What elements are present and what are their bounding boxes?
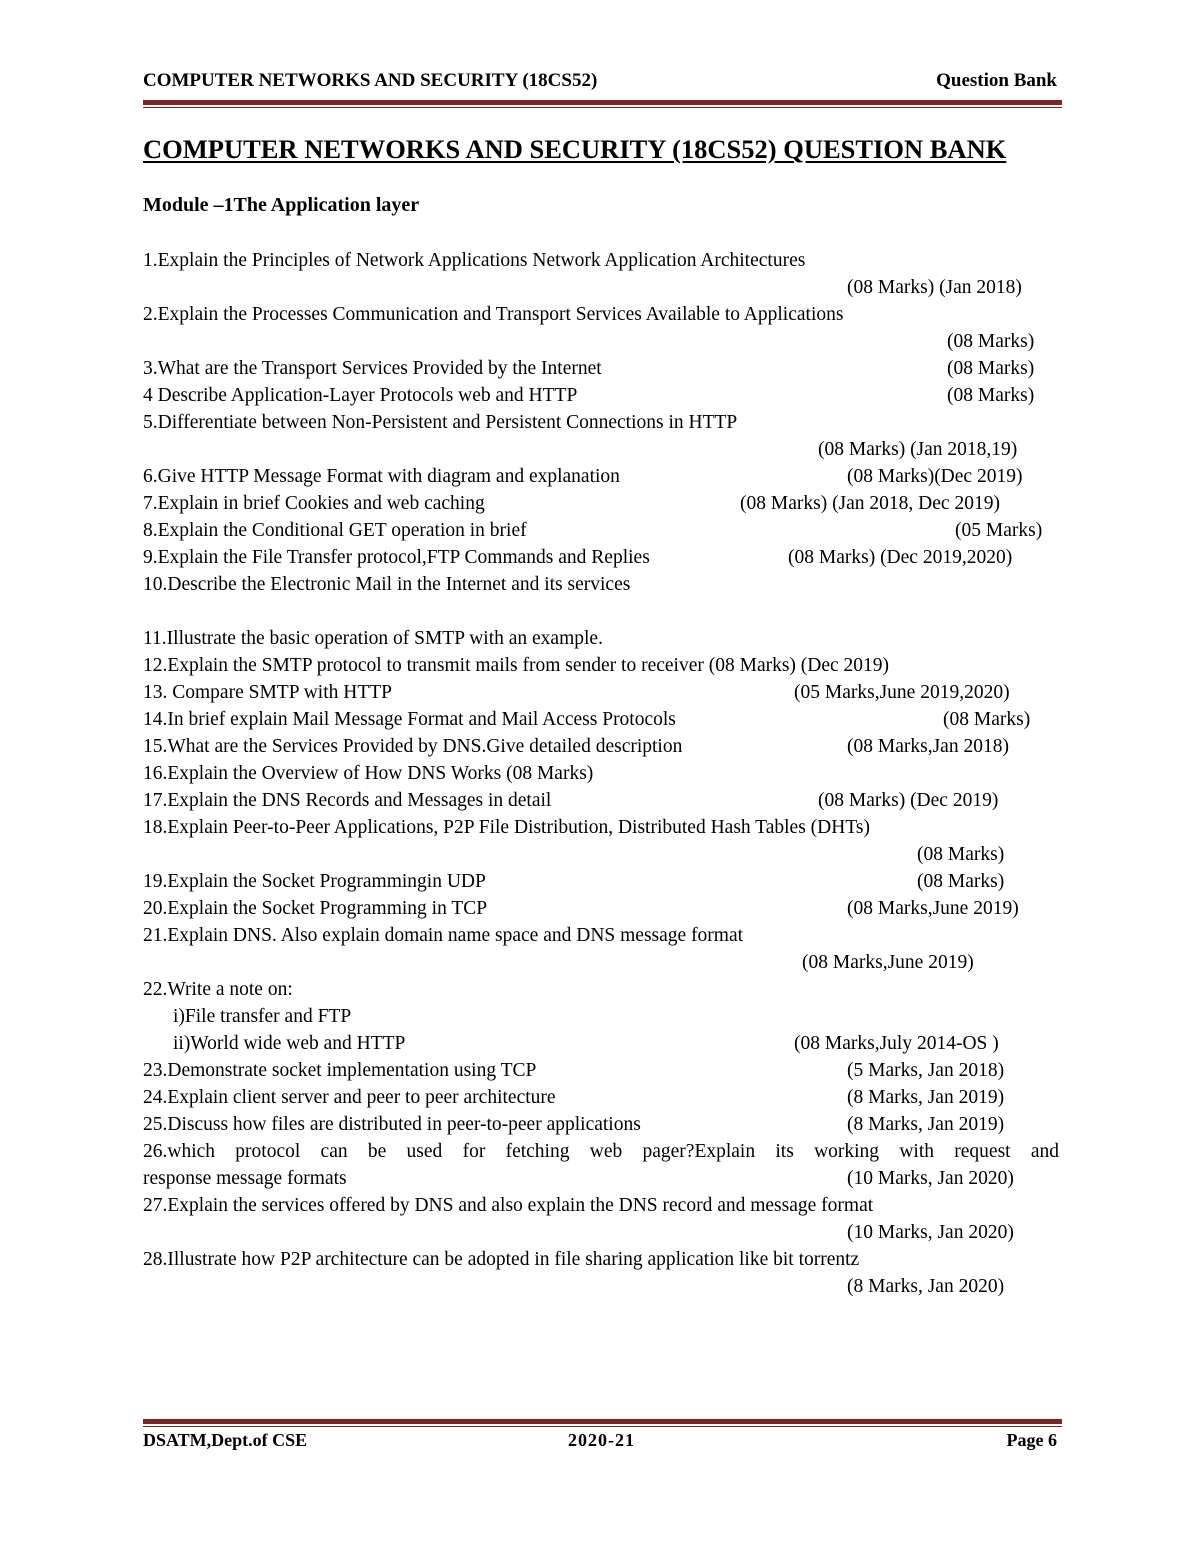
question-marks: (8 Marks, Jan 2019) [847, 1114, 1005, 1135]
page-header [143, 70, 1057, 98]
question-marks: (08 Marks) (Dec 2019) [818, 790, 999, 811]
question-line [143, 1246, 1059, 1273]
question-marks: (05 Marks) [955, 520, 1043, 541]
question-line [143, 787, 1059, 814]
question-marks: (08 Marks)(Dec 2019) [847, 466, 1023, 487]
question-text: 28.Illustrate how P2P architecture can be adopted in file sharing application like bit torrentz [143, 1249, 860, 1270]
question-marks: (08 Marks,June 2019) [802, 952, 974, 973]
question-line [143, 706, 1059, 733]
question-text: 24.Explain client server and peer to peer architecture [143, 1087, 556, 1108]
question-marks: (08 Marks) [917, 871, 1005, 892]
question-line [143, 625, 1059, 652]
question-line [143, 1165, 1059, 1192]
question-marks: (08 Marks) [943, 709, 1031, 730]
question-marks: (08 Marks) [947, 331, 1035, 352]
question-text: 5.Differentiate between Non-Persistent and Persistent Connections in HTTP [143, 412, 738, 433]
question-marks: (08 Marks) (Jan 2018) [847, 277, 1022, 298]
question-line [143, 922, 1059, 949]
question-text: 10.Describe the Electronic Mail in the Internet and its services [143, 574, 631, 595]
question-line [143, 1111, 1059, 1138]
question-marks: (10 Marks, Jan 2020) [847, 1168, 1014, 1189]
question-line [143, 1192, 1059, 1219]
question-text: 19.Explain the Socket Programmingin UDP [143, 871, 486, 892]
question-line [143, 1273, 1059, 1300]
question-line [143, 868, 1059, 895]
question-text: 21.Explain DNS. Also explain domain name space and DNS message format [143, 925, 744, 946]
footer-page-number: Page 6 [1006, 1430, 1057, 1450]
question-text: 3.What are the Transport Services Provided by the Internet [143, 358, 602, 379]
question-text: 16.Explain the Overview of How DNS Works (08 Marks) [143, 763, 594, 784]
question-marks: (08 Marks) [947, 385, 1035, 406]
question-text: 13. Compare SMTP with HTTP [143, 682, 392, 703]
question-line [143, 571, 1059, 598]
question-text: 17.Explain the DNS Records and Messages in detail [143, 790, 552, 811]
footer-academic-year: 2020-21 [568, 1430, 635, 1450]
question-marks: (08 Marks) [947, 358, 1035, 379]
question-line [143, 1030, 1059, 1057]
question-line [143, 976, 1059, 1003]
question-text: i)File transfer and FTP [173, 1006, 352, 1027]
question-line [143, 490, 1059, 517]
question-line [143, 1138, 1059, 1165]
question-line [143, 895, 1059, 922]
question-marks: (08 Marks) [917, 844, 1005, 865]
question-line [143, 733, 1059, 760]
header-course-title: COMPUTER NETWORKS AND SECURITY (18CS52) [143, 70, 598, 91]
question-line [143, 949, 1059, 976]
question-line [143, 382, 1059, 409]
header-rule [143, 100, 1062, 108]
page-footer [143, 1430, 1057, 1458]
question-marks: (8 Marks, Jan 2020) [847, 1276, 1005, 1297]
question-line [143, 760, 1059, 787]
question-line [143, 1003, 1059, 1030]
question-text: 7.Explain in brief Cookies and web caching [143, 493, 485, 514]
question-line [143, 463, 1059, 490]
question-line [143, 841, 1059, 868]
question-text: 27.Explain the services offered by DNS and also explain the DNS record and message format [143, 1195, 874, 1216]
question-text: ii)World wide web and HTTP [173, 1033, 406, 1054]
question-text: 8.Explain the Conditional GET operation in brief [143, 520, 527, 541]
page-title: COMPUTER NETWORKS AND SECURITY (18CS52) QUESTION BANK [143, 134, 1007, 164]
question-line [143, 328, 1059, 355]
question-text: 14.In brief explain Mail Message Format and Mail Access Protocols [143, 709, 676, 730]
question-line [143, 355, 1059, 382]
question-line [143, 247, 1059, 274]
question-text: 22.Write a note on: [143, 979, 293, 1000]
question-marks: (08 Marks,June 2019) [847, 898, 1019, 919]
question-line [143, 274, 1059, 301]
question-line [143, 1084, 1059, 1111]
footer-department: DSATM,Dept.of CSE [143, 1430, 308, 1450]
question-text: 2.Explain the Processes Communication and Transport Services Available to Applications [143, 304, 844, 325]
question-marks: (08 Marks,July 2014-OS ) [794, 1033, 999, 1054]
question-line [143, 814, 1059, 841]
header-doc-type: Question Bank [936, 70, 1057, 91]
question-marks: (08 Marks,Jan 2018) [847, 736, 1009, 757]
question-text: 6.Give HTTP Message Format with diagram and explanation [143, 466, 620, 487]
question-text: 18.Explain Peer-to-Peer Applications, P2P File Distribution, Distributed Hash Tables (DHTs) [143, 817, 870, 838]
question-line [143, 679, 1059, 706]
question-text: 9.Explain the File Transfer protocol,FTP Commands and Replies [143, 547, 650, 568]
question-line [143, 409, 1059, 436]
question-line [143, 1219, 1059, 1246]
question-text: 12.Explain the SMTP protocol to transmit mails from sender to receiver (08 Marks) (Dec 2019) [143, 655, 890, 676]
question-line [143, 517, 1059, 544]
question-text: 26.which protocol can be used for fetching web pager?Explain its working with request and [143, 1141, 1059, 1162]
question-text: 20.Explain the Socket Programming in TCP [143, 898, 488, 919]
question-marks: (5 Marks, Jan 2018) [847, 1060, 1005, 1081]
question-marks: (08 Marks) (Jan 2018,19) [818, 439, 1018, 460]
question-line [143, 544, 1059, 571]
question-line [143, 598, 1059, 625]
question-text: 25.Discuss how files are distributed in peer-to-peer applications [143, 1114, 641, 1135]
question-text: 1.Explain the Principles of Network Applications Network Application Architectures [143, 250, 806, 271]
question-marks: (10 Marks, Jan 2020) [847, 1222, 1014, 1243]
question-marks: (08 Marks) (Jan 2018, Dec 2019) [740, 493, 1000, 514]
footer-rule [143, 1419, 1062, 1427]
question-marks: (8 Marks, Jan 2019) [847, 1087, 1005, 1108]
module-heading: Module –1The Application layer [143, 194, 420, 216]
question-marks: (05 Marks,June 2019,2020) [794, 682, 1010, 703]
question-list [143, 247, 1059, 1300]
question-text: 23.Demonstrate socket implementation using TCP [143, 1060, 537, 1081]
question-text: response message formats [143, 1168, 347, 1189]
question-text: 11.Illustrate the basic operation of SMTP with an example. [143, 628, 603, 649]
question-text: 4 Describe Application-Layer Protocols web and HTTP [143, 385, 578, 406]
question-line [143, 1057, 1059, 1084]
question-text: 15.What are the Services Provided by DNS.Give detailed description [143, 736, 683, 757]
question-line [143, 301, 1059, 328]
question-line [143, 652, 1059, 679]
question-line [143, 436, 1059, 463]
question-marks: (08 Marks) (Dec 2019,2020) [788, 547, 1013, 568]
